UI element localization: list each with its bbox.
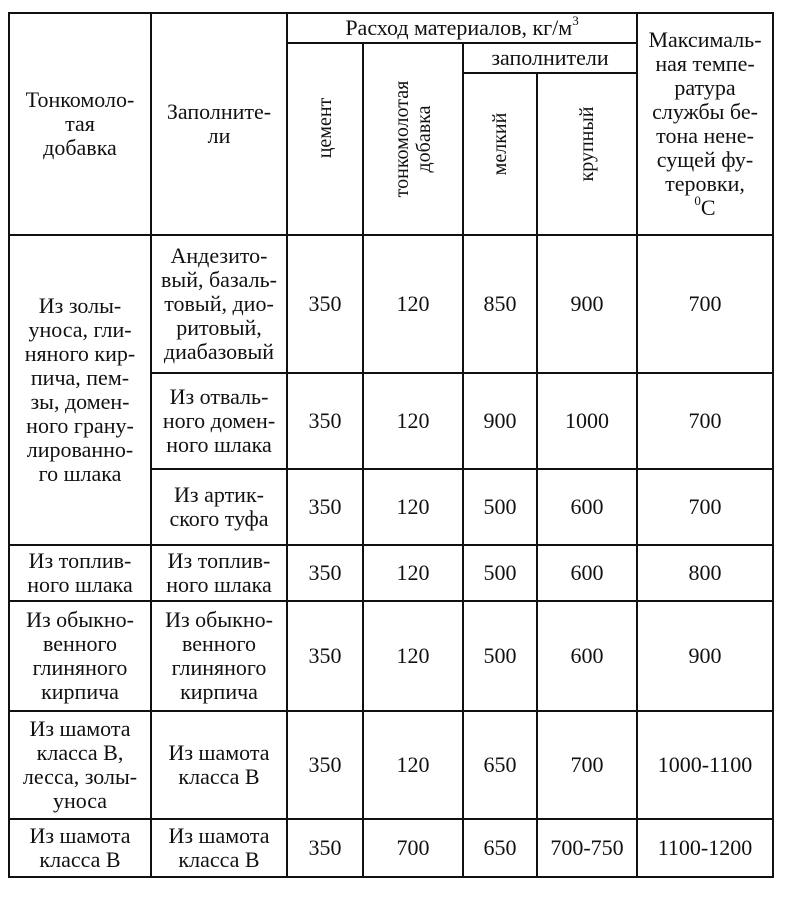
row7-coarse: 700-750 xyxy=(537,819,637,877)
row3-temp: 700 xyxy=(637,469,773,545)
row4-additive-name: Из топлив- ного шлака xyxy=(9,545,151,601)
header-fillers-group: заполнители xyxy=(463,43,637,73)
header-consumption-group xyxy=(287,13,637,43)
row6-additive: 120 xyxy=(363,711,463,819)
row4-filler: Из топлив- ного шлака xyxy=(151,545,287,601)
row4-fine: 500 xyxy=(463,545,537,601)
header-consumption-label: Расход материалов, кг/м xyxy=(345,15,573,40)
header-coarse xyxy=(537,73,637,235)
row7-temp: 1100-1200 xyxy=(637,819,773,877)
header-max-temp-unit-sup: 0 xyxy=(694,192,701,208)
row6-fine: 650 xyxy=(463,711,537,819)
header-fillers: Заполните- ли xyxy=(151,13,287,235)
row6-filler: Из шамота класса В xyxy=(151,711,287,819)
header-max-temp-unit-wrap xyxy=(638,192,772,220)
row2-fine: 900 xyxy=(463,373,537,469)
table-row xyxy=(9,545,773,601)
row7-fine: 650 xyxy=(463,819,537,877)
header-coarse-label: крупный xyxy=(576,106,598,182)
row4-additive: 120 xyxy=(363,545,463,601)
row6-coarse: 700 xyxy=(537,711,637,819)
row3-fine: 500 xyxy=(463,469,537,545)
row5-temp: 900 xyxy=(637,601,773,711)
table-row xyxy=(9,601,773,711)
row1-fine: 850 xyxy=(463,235,537,373)
row-group1-additive: Из золы- уноса, гли- няного кир- пича, пем- зы, домен- ного грану- лированно- го шлака xyxy=(9,235,151,545)
row5-additive: 120 xyxy=(363,601,463,711)
row6-additive-name: Из шамота класса В, лесса, золы- уноса xyxy=(9,711,151,819)
header-fine-additive-label: тонкомолотая добавка xyxy=(391,80,435,198)
row6-cement: 350 xyxy=(287,711,363,819)
header-fine xyxy=(463,73,537,235)
row7-filler: Из шамота класса В xyxy=(151,819,287,877)
row4-cement: 350 xyxy=(287,545,363,601)
row6-temp: 1000-1100 xyxy=(637,711,773,819)
row7-additive-name: Из шамота класса В xyxy=(9,819,151,877)
table-row xyxy=(9,711,773,819)
row5-fine: 500 xyxy=(463,601,537,711)
row3-coarse: 600 xyxy=(537,469,637,545)
row2-filler: Из отваль- ного домен- ного шлака xyxy=(151,373,287,469)
row3-cement: 350 xyxy=(287,469,363,545)
row1-coarse: 900 xyxy=(537,235,637,373)
row4-temp: 800 xyxy=(637,545,773,601)
row3-additive: 120 xyxy=(363,469,463,545)
row2-additive: 120 xyxy=(363,373,463,469)
header-fine-additive xyxy=(363,43,463,235)
row2-cement: 350 xyxy=(287,373,363,469)
row2-coarse: 1000 xyxy=(537,373,637,469)
row7-additive: 700 xyxy=(363,819,463,877)
row5-additive-name: Из обыкно- венного глиняного кирпича xyxy=(9,601,151,711)
row5-cement: 350 xyxy=(287,601,363,711)
row1-cement: 350 xyxy=(287,235,363,373)
header-cement-label: цемент xyxy=(314,97,336,158)
row1-additive: 120 xyxy=(363,235,463,373)
materials-table xyxy=(8,12,774,878)
row3-filler: Из артик- ского туфа xyxy=(151,469,287,545)
row4-coarse: 600 xyxy=(537,545,637,601)
row7-cement: 350 xyxy=(287,819,363,877)
header-fine-label: мелкий xyxy=(489,113,511,176)
row5-coarse: 600 xyxy=(537,601,637,711)
table-row xyxy=(9,819,773,877)
header-max-temp-unit: С xyxy=(700,195,716,220)
table-row xyxy=(9,235,773,373)
row2-temp: 700 xyxy=(637,373,773,469)
header-additive: Тонкомоло- тая добавка xyxy=(9,13,151,235)
row5-filler: Из обыкно- венного глиняного кирпича xyxy=(151,601,287,711)
row1-temp: 700 xyxy=(637,235,773,373)
header-consumption-sup: 3 xyxy=(572,12,579,28)
header-max-temp xyxy=(637,13,773,235)
header-max-temp-label: Максималь- ная темпе- ратура службы бе- тона нене- сущей фу- теровки, xyxy=(648,27,762,196)
header-cement xyxy=(287,43,363,235)
row1-filler: Андезито- вый, базаль- товый, дио- ритовый, диабазовый xyxy=(151,235,287,373)
